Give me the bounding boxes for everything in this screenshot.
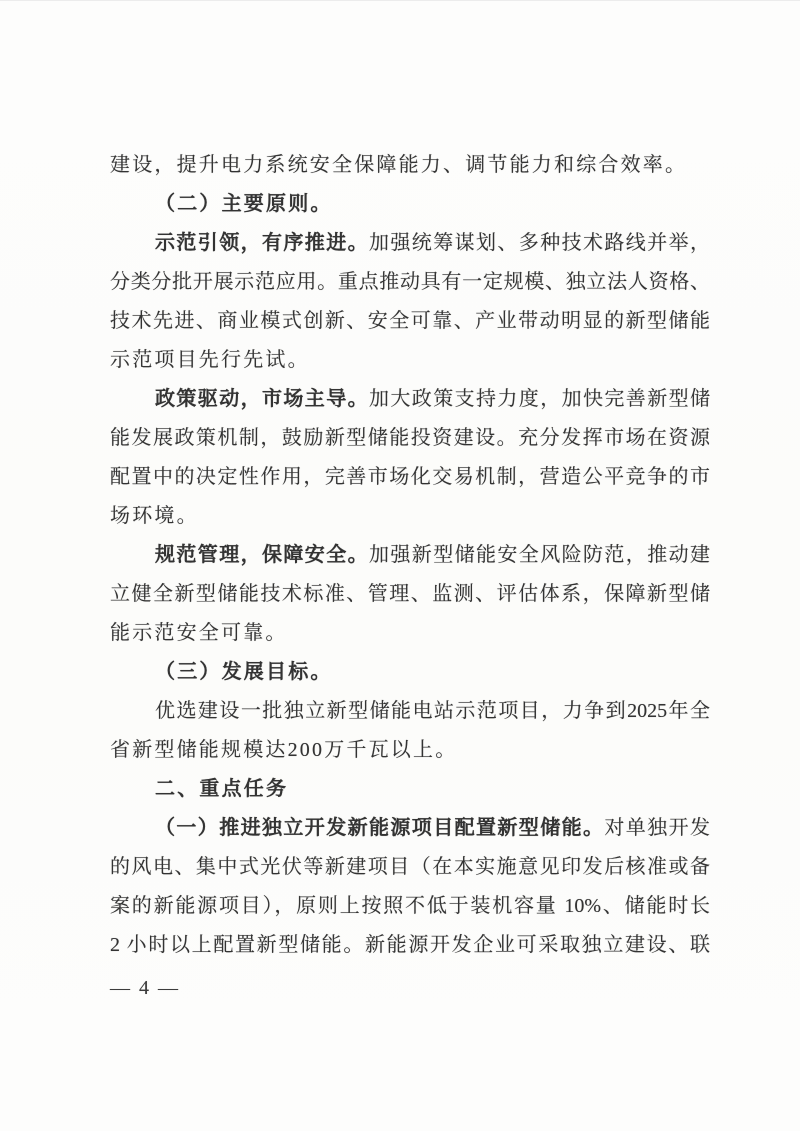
- text-segment: 分类分批开展示范应用。重点推动具有一定规模、独立法人资格、: [110, 271, 710, 293]
- text-segment: 配置中的决定性作用，完善市场化交易机制，营造公平竞争的市: [110, 466, 710, 488]
- text-line: [110, 263, 710, 302]
- para-development-target: [110, 692, 710, 770]
- text-line: [110, 653, 710, 692]
- text-line: [110, 614, 710, 653]
- text-line: [110, 419, 710, 458]
- text-segment: 加大政策支持力度，加快完善新型储: [369, 388, 710, 410]
- text-segment: 立健全新型储能技术标准、管理、监测、评估体系，保障新型储: [110, 583, 710, 605]
- text-segment: 建设，提升电力系统安全保障能力、调节能力和综合效率。: [110, 154, 688, 176]
- text-line: [110, 146, 710, 185]
- text-line: [110, 887, 710, 926]
- page-number: — 4 —: [110, 977, 180, 999]
- text-segment: 优选建设一批独立新型储能电站示范项目，力争到2025年全: [155, 700, 710, 722]
- text-segment: 加强新型储能安全风险防范，推动建: [369, 544, 710, 566]
- text-line: [110, 536, 710, 575]
- bold-text-segment: （一）推进独立开发新能源项目配置新型储能。: [155, 817, 605, 839]
- para-task-1: [110, 809, 710, 965]
- bold-text-segment: 二、重点任务: [155, 778, 289, 800]
- text-segment: 能发展政策机制，鼓励新型储能投资建设。充分发挥市场在资源: [110, 427, 710, 449]
- text-segment: 能示范安全可靠。: [110, 622, 288, 644]
- text-line: [110, 341, 710, 380]
- text-segment: 示范项目先行先试。: [110, 349, 310, 371]
- document-body: [110, 146, 710, 965]
- text-line: [110, 458, 710, 497]
- text-line: [110, 224, 710, 263]
- text-segment: 的风电、集中式光伏等新建项目（在本实施意见印发后核准或备: [110, 856, 710, 878]
- para-continuation: [110, 146, 710, 185]
- text-line: [110, 848, 710, 887]
- para-policy-market: [110, 380, 710, 536]
- bold-text-segment: （三）发展目标。: [155, 661, 333, 683]
- bold-text-segment: （二）主要原则。: [155, 193, 333, 215]
- text-line: [110, 692, 710, 731]
- text-line: [110, 380, 710, 419]
- text-line: [110, 809, 710, 848]
- heading-section-2: [110, 185, 710, 224]
- text-line: [110, 185, 710, 224]
- text-line: [110, 575, 710, 614]
- text-line: [110, 770, 710, 809]
- text-segment: 加强统筹谋划、多种技术路线并举，: [369, 232, 710, 254]
- text-segment: 案的新能源项目），原则上按照不低于装机容量 10%、储能时长: [110, 895, 710, 917]
- bold-text-segment: 示范引领，有序推进。: [155, 232, 369, 254]
- text-segment: 省新型储能规模达200万千瓦以上。: [110, 739, 458, 761]
- para-regulation-safety: [110, 536, 710, 653]
- heading-section-3: [110, 653, 710, 692]
- para-demonstration-lead: [110, 224, 710, 380]
- text-segment: 场环境。: [110, 505, 199, 527]
- text-segment: 2 小时以上配置新型储能。新能源开发企业可采取独立建设、联: [110, 934, 710, 956]
- text-line: [110, 497, 710, 536]
- bold-text-segment: 政策驱动，市场主导。: [155, 388, 369, 410]
- heading-key-tasks: [110, 770, 710, 809]
- text-segment: 技术先进、商业模式创新、安全可靠、产业带动明显的新型储能: [110, 310, 710, 332]
- text-line: [110, 926, 710, 965]
- text-segment: 对单独开发: [604, 817, 711, 839]
- text-line: [110, 731, 710, 770]
- bold-text-segment: 规范管理，保障安全。: [155, 544, 369, 566]
- text-line: [110, 302, 710, 341]
